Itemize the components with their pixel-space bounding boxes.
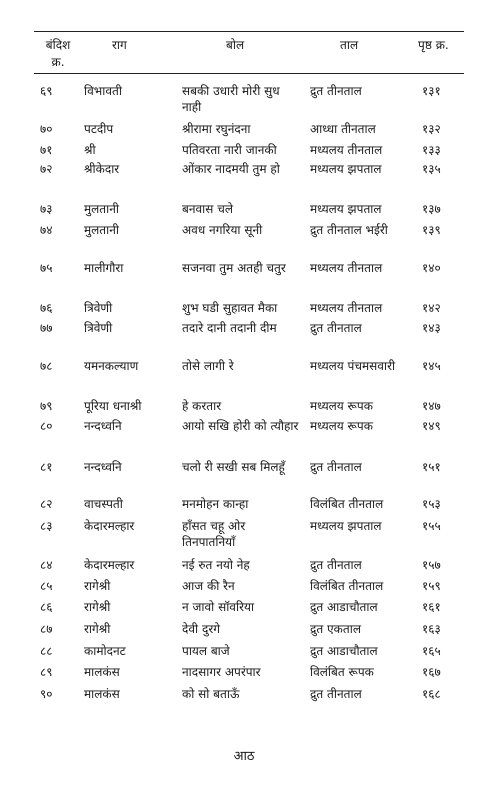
row-bol: सजनवा तुम अतही चतुर (182, 261, 286, 275)
row-raag: रागेश्री (84, 622, 111, 636)
row-page: १३९ (422, 223, 441, 237)
header-page: पृष्ठ क्र. (418, 38, 449, 52)
row-taal: मध्यलय तीनताल (310, 301, 383, 315)
row-taal: द्रुत आडाचौताल (310, 600, 378, 614)
row-page: १६८ (422, 687, 441, 701)
row-number: ७९ (40, 399, 53, 413)
row-raag: रागेश्री (84, 579, 111, 593)
row-taal: द्रुत तीनताल भईरी (310, 223, 388, 237)
row-page: १४२ (422, 301, 441, 315)
row-raag: मुलतानी (84, 223, 120, 237)
row-number: ९० (40, 687, 53, 701)
row-number: ८८ (40, 644, 53, 658)
row-taal: मध्यलय पंचमसवारी (310, 359, 396, 373)
row-number: ८४ (40, 558, 53, 572)
row-number: ७० (40, 122, 53, 136)
row-page: १३३ (422, 143, 441, 157)
row-raag: मालकंस (84, 687, 120, 701)
header-raag: राग (112, 38, 127, 52)
row-bol: पायल बाजे (182, 644, 230, 658)
row-taal: द्रुत तीनताल (310, 687, 362, 701)
row-bol: तोसे लागी रे (182, 359, 234, 373)
row-page: १४५ (422, 359, 441, 373)
row-taal: द्रुत तीनताल (310, 460, 362, 474)
row-number: ८२ (40, 497, 53, 511)
row-taal: द्रुत तीनताल (310, 321, 362, 335)
row-bol: पतिवरता नारी जानकी (182, 143, 277, 157)
row-raag: केदारमल्हार (84, 558, 135, 572)
page-footer: आठ (233, 749, 255, 764)
row-number: ८५ (40, 579, 53, 593)
row-number: ७३ (40, 202, 53, 216)
row-page: १४० (422, 261, 441, 275)
row-taal: विलंबित तीनताल (310, 497, 384, 511)
row-taal: मध्यलय झपताल (310, 162, 382, 176)
row-page: १४९ (422, 419, 441, 433)
row-raag: यमनकल्याण (84, 359, 139, 373)
row-number: ८१ (40, 460, 53, 474)
row-number: ७४ (40, 223, 53, 237)
table-header-rule (34, 73, 464, 74)
row-bol: नादसागर अपरंपार (182, 665, 261, 679)
row-page: १५५ (422, 519, 441, 533)
row-number: ८३ (40, 519, 53, 533)
header-bol: बोल (226, 38, 245, 52)
row-number: ८० (40, 419, 53, 433)
table-top-rule (34, 31, 464, 32)
row-taal: मध्यलय तीनताल (310, 261, 383, 275)
row-page: १६१ (422, 600, 441, 614)
row-raag: नन्दध्वनि (84, 460, 122, 474)
row-page: १३२ (422, 122, 441, 136)
row-bol: को सो बताऊँ (182, 687, 240, 701)
row-bol: बनवास चले (182, 202, 233, 216)
row-raag: पटदीप (84, 122, 114, 136)
row-number: ८७ (40, 622, 53, 636)
row-taal: आध्धा तीनताल (310, 122, 376, 136)
row-raag: रागेश्री (84, 600, 111, 614)
row-taal: द्रुत आडाचौताल (310, 644, 378, 658)
row-bol: शुभ घडी सुहावत मैका (182, 301, 278, 315)
row-bol: श्रीरामा रघुनंदना (182, 122, 251, 136)
row-page: १५७ (422, 558, 441, 572)
row-page: १५१ (422, 460, 441, 474)
row-number: ८९ (40, 665, 53, 679)
row-raag: मालीगौरा (84, 261, 124, 275)
row-page: १६३ (422, 622, 441, 636)
row-bol: ओंकार नादमयी तुम हो (182, 162, 280, 176)
row-number: ७२ (40, 162, 53, 176)
row-taal: मध्यलय रूपक (310, 399, 373, 413)
row-bol: तदारे दानी तदानी दीम (182, 321, 277, 335)
row-taal: मध्यलय झपताल (310, 202, 382, 216)
row-page: १६७ (422, 665, 441, 679)
row-number: ७६ (40, 301, 53, 315)
row-taal: द्रुत तीनताल (310, 558, 362, 572)
row-bol: आज की रैन (182, 579, 235, 593)
row-bol: अवध नगरिया सूनी (182, 223, 263, 237)
row-bol: सबकी उधारी मोरी सुध नाही (182, 84, 280, 114)
row-raag: श्रीकेदार (84, 162, 120, 176)
row-raag: मुलतानी (84, 202, 120, 216)
row-number: ७५ (40, 261, 53, 275)
row-raag: श्री (84, 143, 96, 157)
row-bol: चलो री सखी सब मिलहूँ (182, 460, 285, 474)
row-number: ८६ (40, 600, 53, 614)
row-raag: विभावती (84, 84, 122, 98)
header-taal: ताल (340, 38, 359, 52)
row-taal: विलंबित रूपक (310, 665, 374, 679)
row-bol: हाँसत चहू ओर तिनपातनियाँ (182, 519, 246, 549)
row-page: १५९ (422, 579, 441, 593)
row-raag: त्रिवेणी (84, 321, 113, 335)
row-page: १४७ (422, 399, 441, 413)
row-raag: कामोदनट (84, 644, 126, 658)
row-page: १५३ (422, 497, 441, 511)
row-page: १४३ (422, 321, 441, 335)
row-raag: केदारमल्हार (84, 519, 135, 533)
row-bol: आयो सखि होरी को त्यौहार (182, 419, 299, 433)
row-number: ६९ (40, 84, 53, 98)
row-page: १३१ (422, 84, 441, 98)
row-bol: देवी दुरगे (182, 622, 221, 636)
row-taal: द्रुत एकताल (310, 622, 361, 636)
row-bol: मनमोहन कान्हा (182, 497, 249, 511)
row-number: ७७ (40, 321, 53, 335)
row-page: १३७ (422, 202, 441, 216)
row-taal: मध्यलय तीनताल (310, 143, 383, 157)
row-raag: वाचस्पती (84, 497, 123, 511)
row-taal: द्रुत तीनताल (310, 84, 362, 98)
row-raag: त्रिवेणी (84, 301, 113, 315)
row-bol: हे करतार (182, 399, 222, 413)
row-number: ७८ (40, 359, 53, 373)
row-bol: नई रुत नयो नेह (182, 558, 250, 572)
row-bol: न जावो सॉवरिया (182, 600, 255, 614)
row-taal: मध्यलय झपताल (310, 519, 382, 533)
row-page: १६५ (422, 644, 441, 658)
row-taal: मध्यलय रूपक (310, 419, 373, 433)
row-taal: विलंबित तीनताल (310, 579, 384, 593)
row-raag: पूरिया धनाश्री (84, 399, 142, 413)
row-number: ७१ (40, 143, 53, 157)
header-number: बंदिश क्र. (45, 38, 71, 69)
row-page: १३५ (422, 162, 441, 176)
row-raag: नन्दध्वनि (84, 419, 122, 433)
row-raag: मालकंस (84, 665, 120, 679)
